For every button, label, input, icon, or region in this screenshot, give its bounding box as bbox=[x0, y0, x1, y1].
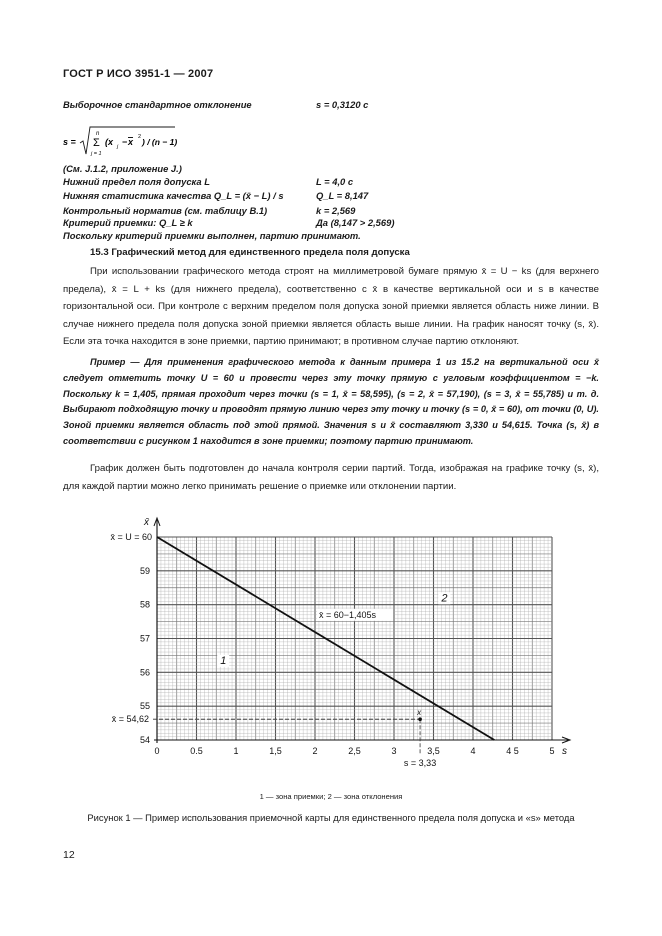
data-point bbox=[418, 717, 422, 721]
info-row-criterion: Критерий приемки: Q_L ≥ k bbox=[63, 217, 193, 228]
figure-legend: 1 — зона приемки; 2 — зона отклонения bbox=[259, 792, 403, 801]
x-tick-label: 3,5 bbox=[427, 746, 440, 756]
stdev-formula bbox=[63, 124, 183, 158]
x-tick-label: 1,5 bbox=[269, 746, 282, 756]
info-row-quality: Нижняя статистика качества Q_L = (x̄ − L) / s bbox=[63, 190, 284, 201]
example-paragraph: Пример — Для применения графического метода к данным примера 1 из 15.2 на вертикальной оси x̄ следует отметить точку U = 60 и провести через эту точку прямую с угловым коэффициентом = −k. Поскольку k = 1,405, прямая проходит через точки (s = 1, x̄ = 58,595), (s = 2, x̄ = 57,190), (s = 3, x̄ = 55,785) и т. д. Выбирают подходящую точку и проводят прямую линию через эту точку и точку (s = 0, x̄ = 60), от точки (0, U). Зоной приемки является область под этой прямой. Значения s и x̄ составляют 3,330 и 54,615. Точка (s, x̄) в соответствии с рисунком 1 находится в зоне приемки; поэтому партию принимают. bbox=[63, 357, 599, 446]
info-row-quality-value: Q_L = 8,147 bbox=[316, 190, 369, 201]
x-axis-label: s bbox=[562, 746, 567, 757]
x-tick-label: 2 bbox=[312, 746, 318, 756]
y-tick-label: 59 bbox=[139, 565, 150, 576]
zone2-label: 2 bbox=[441, 592, 448, 605]
point-mark-label: x bbox=[417, 708, 422, 718]
y-tick-label: 58 bbox=[139, 599, 150, 610]
y-tick-label: 56 bbox=[139, 667, 150, 678]
y-tick-label: 54 bbox=[139, 735, 150, 745]
info-row-conclusion: Поскольку критерий приемки выполнен, партию принимают. bbox=[63, 230, 361, 241]
info-row-ref: (См. J.1.2, приложение J.) bbox=[63, 163, 182, 174]
paragraph-method: При использовании графического метода строят на миллиметровой бумаге прямую x̄ = U − ks (для верхнего предела), x̄ = L + ks (для нижнего предела), соответственно с x̄ в качестве вертикальной оси и s в качестве горизонтальной оси. При контроле с верхним пределом поля допуска зоной приемки является область ниже линии. В случае нижнего предела поля допуска зоной приемки является область выше линии. На график наносят точку (s, x̄). Если эта точка находится в зоне приемки, партию принимают; в противном случае партию отклоняют. bbox=[63, 266, 599, 347]
formula-sub: j = 1 bbox=[91, 151, 102, 157]
y-axis-label: x̄ bbox=[144, 517, 149, 528]
formula-tail: ) / (n − 1) bbox=[142, 137, 178, 147]
y-point-label: x̄ = 54,62 bbox=[111, 714, 149, 725]
x-tick-label: 5 bbox=[549, 746, 555, 756]
info-row-limit-value: L = 4,0 c bbox=[316, 176, 354, 187]
formula-sq: 2 bbox=[138, 134, 142, 140]
figure-caption: Рисунок 1 — Пример использования приемочной карты для единственного предела поля допуска и «s» метода bbox=[87, 812, 575, 823]
formula-svg bbox=[63, 124, 183, 158]
info-row-limit: Нижний предел поля допуска L bbox=[63, 176, 210, 187]
formula-s: s = bbox=[63, 137, 76, 147]
x-tick-label: 0.5 bbox=[190, 746, 203, 756]
y-tick-label: 55 bbox=[139, 701, 150, 712]
formula-top: n bbox=[96, 131, 100, 137]
zone1-label: 1 bbox=[220, 654, 227, 667]
x-tick-label: 4 5 bbox=[506, 746, 519, 756]
paragraph-preparation: График должен быть подготовлен до начала контроля серии партий. Тогда, изображая на графике точку (s, x̄), для каждой партии можно легко принимать решение о приемке или отклонении партии. bbox=[63, 463, 599, 492]
formula-sigma: Σ bbox=[93, 137, 100, 149]
y-tick-label: 57 bbox=[139, 633, 150, 644]
chart-grid bbox=[157, 537, 552, 740]
x-tick-label: 3 bbox=[391, 746, 397, 756]
stdev-label: Выборочное стандартное отклонение bbox=[63, 99, 252, 110]
line-label: x̄ = 60−1,405s bbox=[318, 609, 376, 620]
formula-j: j bbox=[117, 144, 119, 150]
x-tick-label: 2,5 bbox=[348, 746, 361, 756]
info-row-norm: Контрольный норматив (см. таблицу В.1) bbox=[63, 205, 268, 216]
y-top-label: x̄ = U = 60 bbox=[110, 532, 152, 542]
info-row-norm-value: k = 2,569 bbox=[316, 205, 356, 216]
chart-marks bbox=[153, 518, 570, 754]
x-tick-label: 0 bbox=[154, 746, 160, 756]
info-row-criterion-value: Да (8,147 > 2,569) bbox=[316, 217, 395, 228]
document-header: ГОСТ Р ИСО 3951-1 — 2007 bbox=[63, 68, 214, 80]
formula-xbar: x bbox=[128, 137, 134, 147]
formula-body: (x bbox=[105, 137, 114, 147]
section-title: 15.3 Графический метод для единственного предела поля допуска bbox=[90, 247, 410, 258]
page-number: 12 bbox=[63, 849, 75, 861]
x-tick-label: 1 bbox=[233, 746, 239, 756]
stdev-value: s = 0,3120 c bbox=[316, 99, 369, 110]
acceptance-chart bbox=[0, 505, 662, 785]
x-point-label: s = 3,33 bbox=[403, 758, 437, 768]
x-tick-label: 4 bbox=[470, 746, 476, 756]
formula-minus: − bbox=[122, 137, 128, 147]
